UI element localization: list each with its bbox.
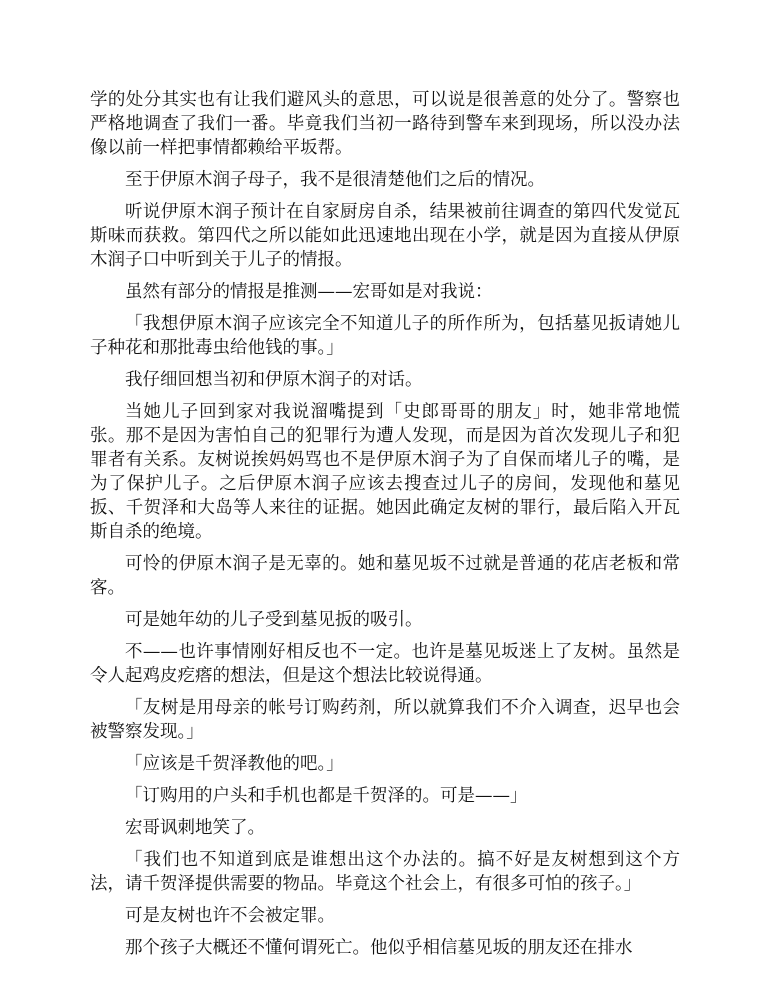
paragraph: 虽然有部分的情报是推测——宏哥如是对我说：	[125, 282, 493, 302]
paragraph: 可是友树也许不会被定罪。	[125, 906, 335, 926]
paragraph: 可怜的伊原木润子是无辜的。她和墓见坂不过就是普通的花店老板和常客。	[90, 554, 680, 598]
paragraph: 我仔细回想当初和伊原木润子的对话。	[125, 370, 423, 390]
paragraph: 可是她年幼的儿子受到墓见扳的吸引。	[125, 610, 423, 630]
paragraph: 至于伊原木润子母子，我不是很清楚他们之后的情况。	[125, 170, 545, 190]
paragraph: 「我想伊原木润子应该完全不知道儿子的所作所为，包括墓见扳请她儿子种花和那批毒虫给他钱的事。」	[90, 314, 680, 358]
paragraph: 听说伊原木润子预计在自家厨房自杀，结果被前往调查的第四代发觉瓦斯味而获救。第四代之所以能如此迅速地出现在小学，就是因为直接从伊原木润子口中听到关于儿子的情报。	[90, 202, 680, 270]
paragraph: 当她儿子回到家对我说溜嘴提到「史郎哥哥的朋友」时，她非常地慌张。那不是因为害怕自己的犯罪行为遭人发现，而是因为首次发现儿子和犯罪者有关系。友树说挨妈妈骂也不是伊原木润子为了自保而堵儿子的嘴，是为了保护儿子。之后伊原木润子应该去搜查过儿子的房间，发现他和墓见扳、千贺泽和大岛等人来往的证据。她因此确定友树的罪行，最后陷入开瓦斯自杀的绝境。	[90, 402, 680, 542]
paragraph: 学的处分其实也有让我们避风头的意思，可以说是很善意的处分了。警察也严格地调查了我们一番。毕竟我们当初一路待到警车来到现场，所以没办法像以前一样把事情都赖给平坂帮。	[90, 90, 680, 158]
paragraph: 「友树是用母亲的帐号订购药剂，所以就算我们不介入调查，迟早也会被警察发现。」	[90, 698, 680, 742]
paragraph: 不——也许事情刚好相反也不一定。也许是墓见坂迷上了友树。虽然是令人起鸡皮疙瘩的想法，但是这个想法比较说得通。	[90, 642, 680, 686]
paragraph: 「应该是千贺泽教他的吧。」	[125, 754, 344, 774]
paragraph: 宏哥讽刺地笑了。	[125, 818, 265, 838]
paragraph: 那个孩子大概还不懂何谓死亡。他似乎相信墓见坂的朋友还在排水	[125, 938, 633, 958]
paragraph: 「我们也不知道到底是谁想出这个办法的。搞不好是友树想到这个方法，请千贺泽提供需要的物品。毕竟这个社会上，有很多可怕的孩子。」	[90, 850, 680, 894]
paragraph: 「订购用的户头和手机也都是千贺泽的。可是——」	[125, 786, 528, 806]
document-page	[90, 88, 680, 968]
